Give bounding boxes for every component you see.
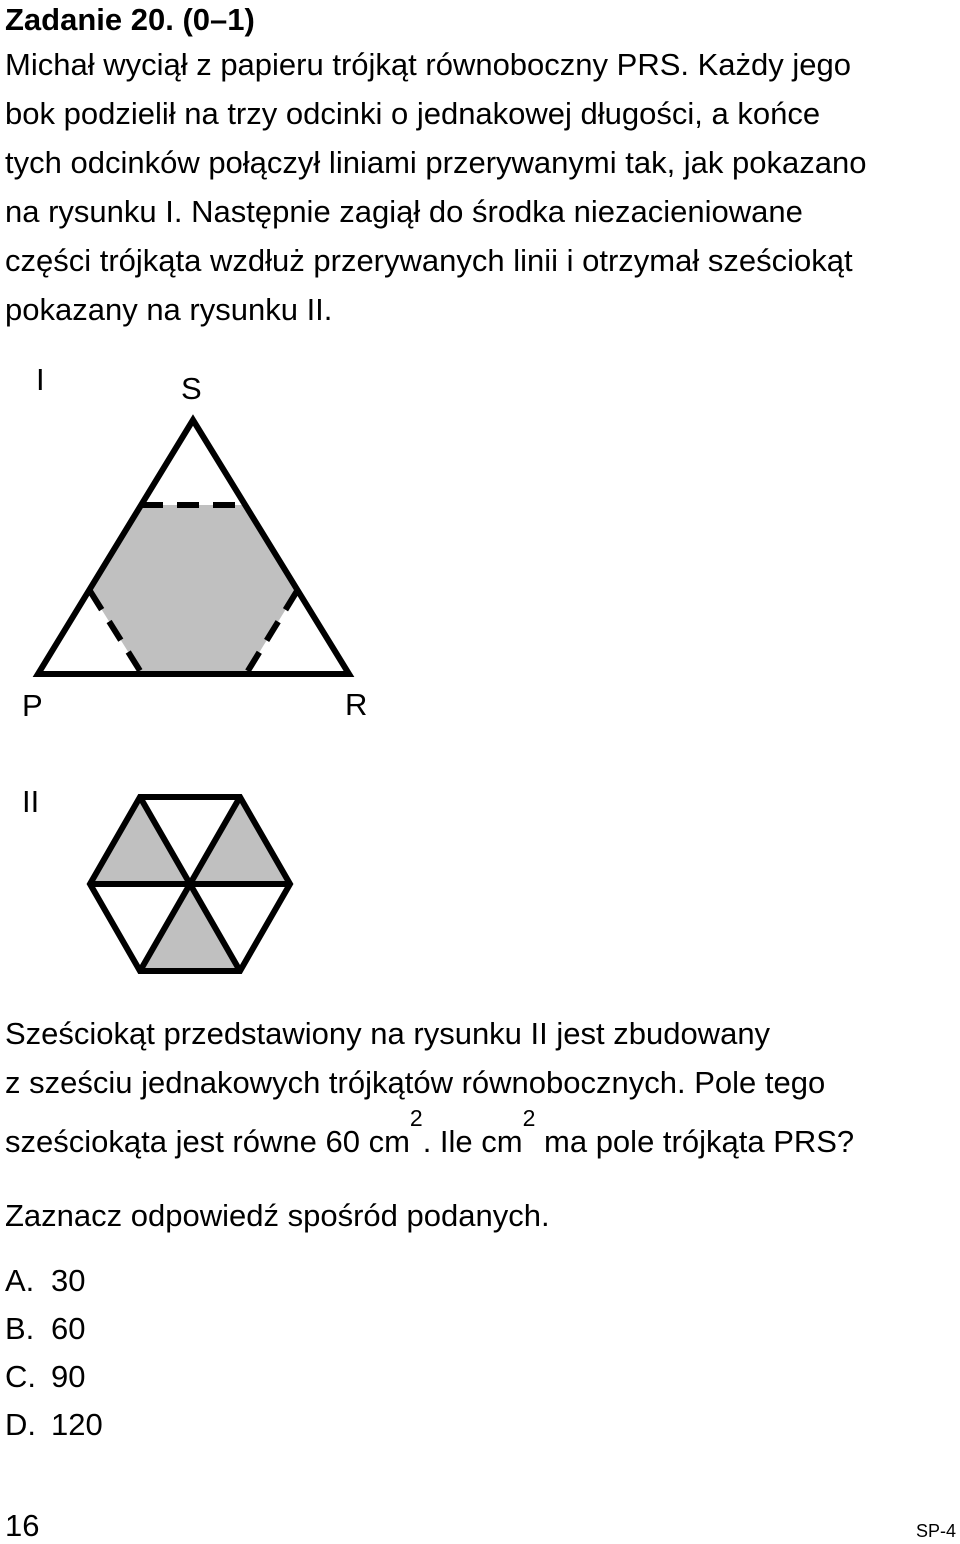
task-title: Zadanie 20. (0–1)	[5, 2, 255, 37]
figure2-hexagon	[90, 797, 290, 971]
option-letter: B.	[5, 1311, 35, 1346]
question-line-3-part-c: ma pole trójkąta PRS?	[535, 1124, 855, 1159]
intro-line-4: na rysunku I. Następnie zagiął do środka niezacieniowane	[5, 194, 803, 229]
intro-line-6: pokazany na rysunku II.	[5, 292, 333, 327]
figure2-shaded-triangle-top-left	[90, 797, 190, 884]
answer-option-a[interactable]	[5, 1261, 85, 1301]
instruction-text: Zaznacz odpowiedź spośród podanych.	[5, 1198, 550, 1233]
unit-exponent-2: 2	[522, 1105, 536, 1131]
vertex-s-label: S	[181, 371, 202, 406]
question-line-3	[5, 1105, 855, 1162]
intro-line-1: Michał wyciął z papieru trójkąt równoboczny PRS. Każdy jego	[5, 47, 851, 82]
page-number: 16	[5, 1508, 40, 1543]
unit-exponent-1: 2	[409, 1105, 423, 1131]
vertex-r-label: R	[345, 687, 368, 722]
question-line-2: z sześciu jednakowych trójkątów równobocznych. Pole tego	[5, 1065, 826, 1100]
answer-option-b[interactable]	[5, 1309, 85, 1349]
intro-line-2: bok podzielił na trzy odcinki o jednakowej długości, a końce	[5, 96, 821, 131]
option-value: 30	[51, 1263, 86, 1298]
figure2-shaded-triangle-top-right	[190, 797, 290, 884]
figure1-label: I	[36, 362, 45, 397]
figure1-shaded-hexagon	[90, 505, 297, 674]
option-value: 60	[51, 1311, 86, 1346]
intro-line-3: tych odcinków połączył liniami przerywanymi tak, jak pokazano	[5, 145, 867, 180]
answer-option-c[interactable]	[5, 1357, 85, 1397]
exam-code: SP-4	[915, 1521, 956, 1541]
question-line-1: Sześciokąt przedstawiony na rysunku II jest zbudowany	[5, 1016, 771, 1051]
option-letter: C.	[5, 1359, 36, 1394]
option-value: 120	[51, 1407, 103, 1442]
question-line-3-part-b: . Ile cm	[422, 1124, 523, 1159]
option-letter: D.	[5, 1407, 36, 1442]
question-line-3-part-a: sześciokąta jest równe 60 cm	[5, 1124, 410, 1159]
answer-option-d[interactable]	[5, 1405, 103, 1445]
option-letter: A.	[5, 1263, 35, 1298]
figure2-shaded-triangle-bottom	[140, 884, 240, 971]
figure1-triangle-prs	[38, 420, 349, 674]
vertex-p-label: P	[22, 688, 43, 723]
figure2-label: II	[22, 784, 40, 819]
intro-line-5: części trójkąta wzdłuż przerywanych linii i otrzymał sześciokąt	[5, 243, 853, 278]
option-value: 90	[51, 1359, 86, 1394]
